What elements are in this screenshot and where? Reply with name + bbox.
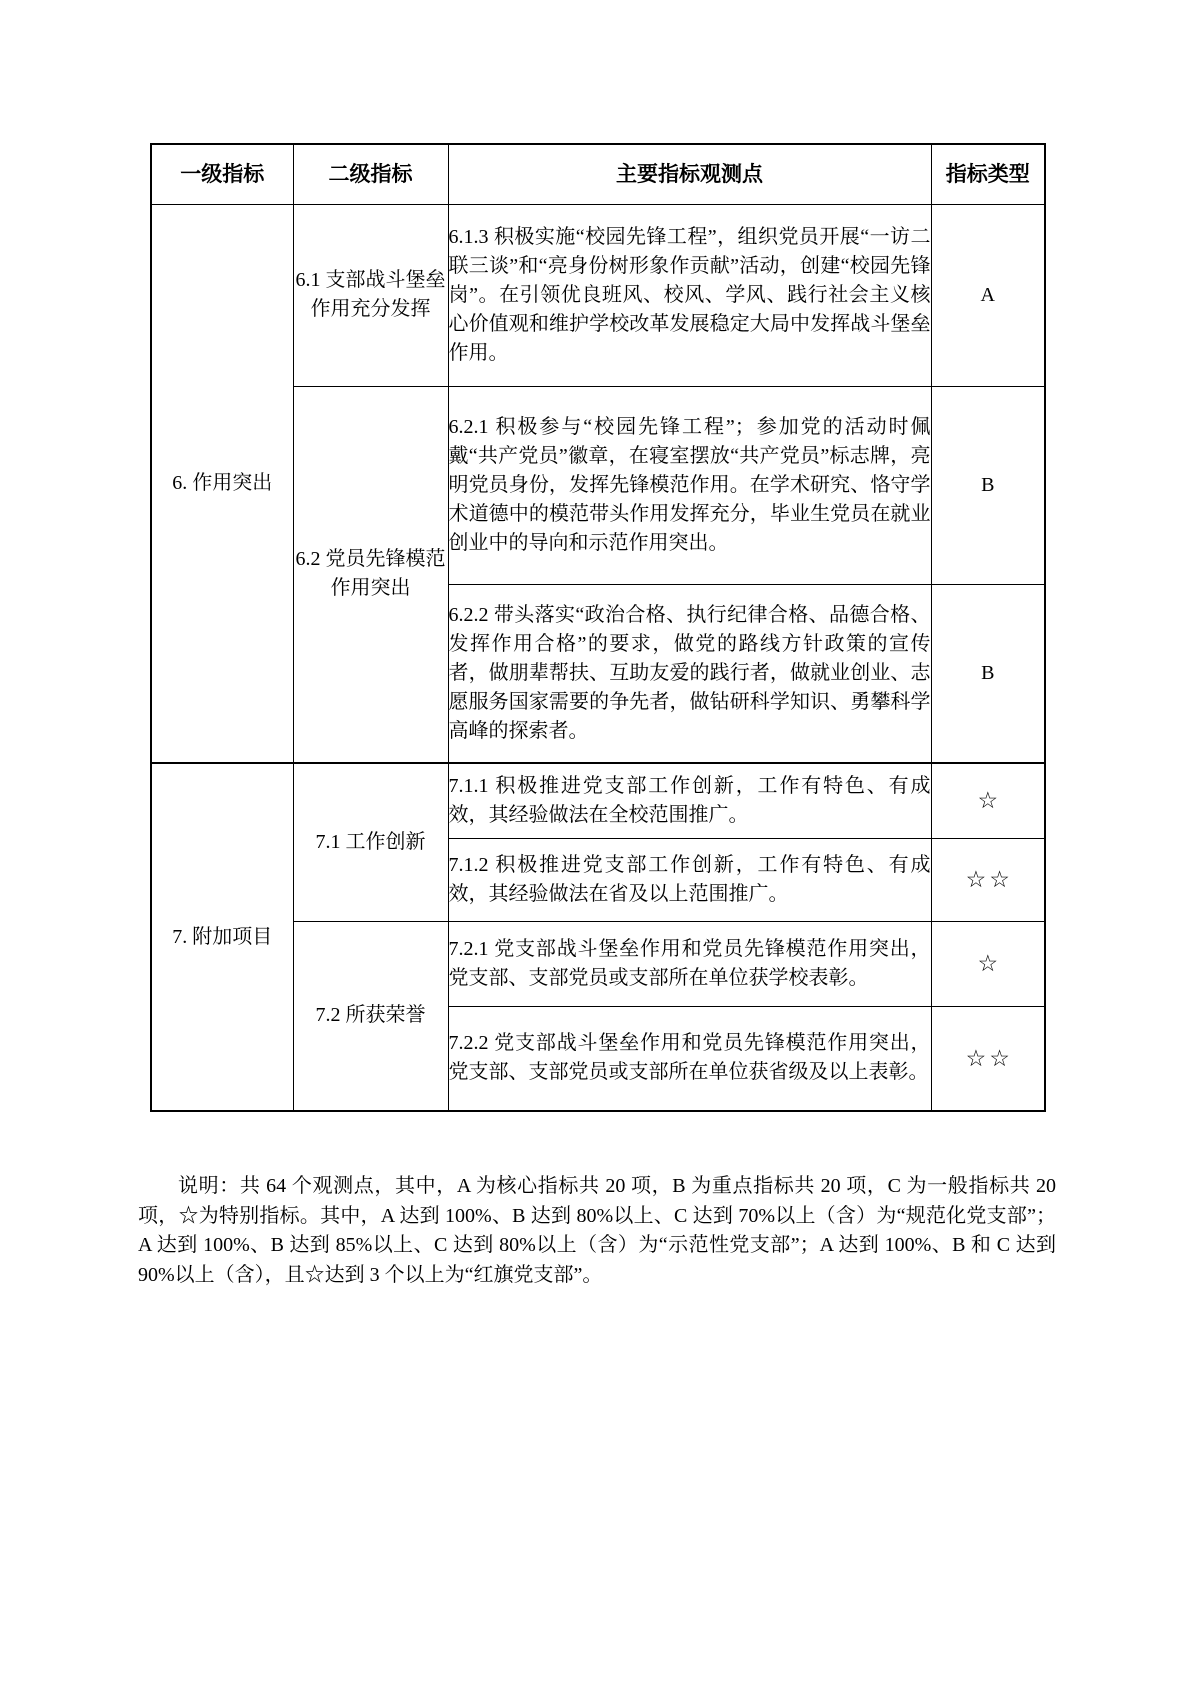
header-cell-level2-indicator: 二级指标 (293, 144, 448, 204)
cell-type-7-1-1: ☆ (931, 763, 1045, 838)
cell-type-7-1-2: ☆☆ (931, 838, 1045, 921)
cell-observation-7-1-1: 7.1.1 积极推进党支部工作创新，工作有特色、有成效，其经验做法在全校范围推广。 (448, 763, 931, 838)
cell-type-7-2-1: ☆ (931, 921, 1045, 1006)
cell-level1-section6: 6. 作用突出 (151, 204, 293, 763)
header-cell-indicator-type: 指标类型 (931, 144, 1045, 204)
table-header-row (151, 144, 1045, 204)
cell-level2-6-1: 6.1 支部战斗堡垒作用充分发挥 (293, 204, 448, 386)
cell-observation-7-1-2: 7.1.2 积极推进党支部工作创新，工作有特色、有成效，其经验做法在省及以上范围推广。 (448, 838, 931, 921)
cell-level2-7-2: 7.2 所获荣誉 (293, 921, 448, 1111)
table-row-6-1-3 (151, 204, 1045, 386)
table-row-7-1-1 (151, 763, 1045, 838)
cell-observation-6-1-3: 6.1.3 积极实施“校园先锋工程”，组织党员开展“一访二联三谈”和“亮身份树形象作贡献”活动，创建“校园先锋岗”。在引领优良班风、校风、学风、践行社会主义核心价值观和维护学校改革发展稳定大局中发挥战斗堡垒作用。 (448, 204, 931, 386)
cell-level2-6-2: 6.2 党员先锋模范作用突出 (293, 386, 448, 763)
header-cell-level1-indicator: 一级指标 (151, 144, 293, 204)
header-cell-observation-points: 主要指标观测点 (448, 144, 931, 204)
cell-observation-6-2-1: 6.2.1 积极参与“校园先锋工程”；参加党的活动时佩戴“共产党员”徽章，在寝室摆放“共产党员”标志牌，亮明党员身份，发挥先锋模范作用。在学术研究、恪守学术道德中的模范带头作用发挥充分，毕业生党员在就业创业中的导向和示范作用突出。 (448, 386, 931, 584)
cell-type-6-1-3: A (931, 204, 1045, 386)
explanation-note: 说明：共 64 个观测点，其中，A 为核心指标共 20 项，B 为重点指标共 20 项，C 为一般指标共 20 项，☆为特别指标。其中，A 达到 100%、B 达到 80%以上、C 达到 70%以上（含）为“规范化党支部”；A 达到 100%、B 达到 85%以上、C 达到 80%以上（含）为“示范性党支部”；A 达到 100%、B 和 C 达到 90%以上（含），且☆达到 3 个以上为“红旗党支部”。 (138, 1175, 1056, 1286)
cell-type-7-2-2: ☆☆ (931, 1006, 1045, 1111)
cell-level1-section7: 7. 附加项目 (151, 763, 293, 1111)
cell-level2-7-1: 7.1 工作创新 (293, 763, 448, 921)
evaluation-table (150, 143, 1046, 1112)
cell-type-6-2-2: B (931, 584, 1045, 763)
cell-type-6-2-1: B (931, 386, 1045, 584)
cell-observation-7-2-2: 7.2.2 党支部战斗堡垒作用和党员先锋模范作用突出，党支部、支部党员或支部所在单位获省级及以上表彰。 (448, 1006, 931, 1111)
cell-observation-7-2-1: 7.2.1 党支部战斗堡垒作用和党员先锋模范作用突出，党支部、支部党员或支部所在单位获学校表彰。 (448, 921, 931, 1006)
cell-observation-6-2-2: 6.2.2 带头落实“政治合格、执行纪律合格、品德合格、发挥作用合格”的要求，做党的路线方针政策的宣传者，做朋辈帮扶、互助友爱的践行者，做就业创业、志愿服务国家需要的争先者，做钻研科学知识、勇攀科学高峰的探索者。 (448, 584, 931, 763)
